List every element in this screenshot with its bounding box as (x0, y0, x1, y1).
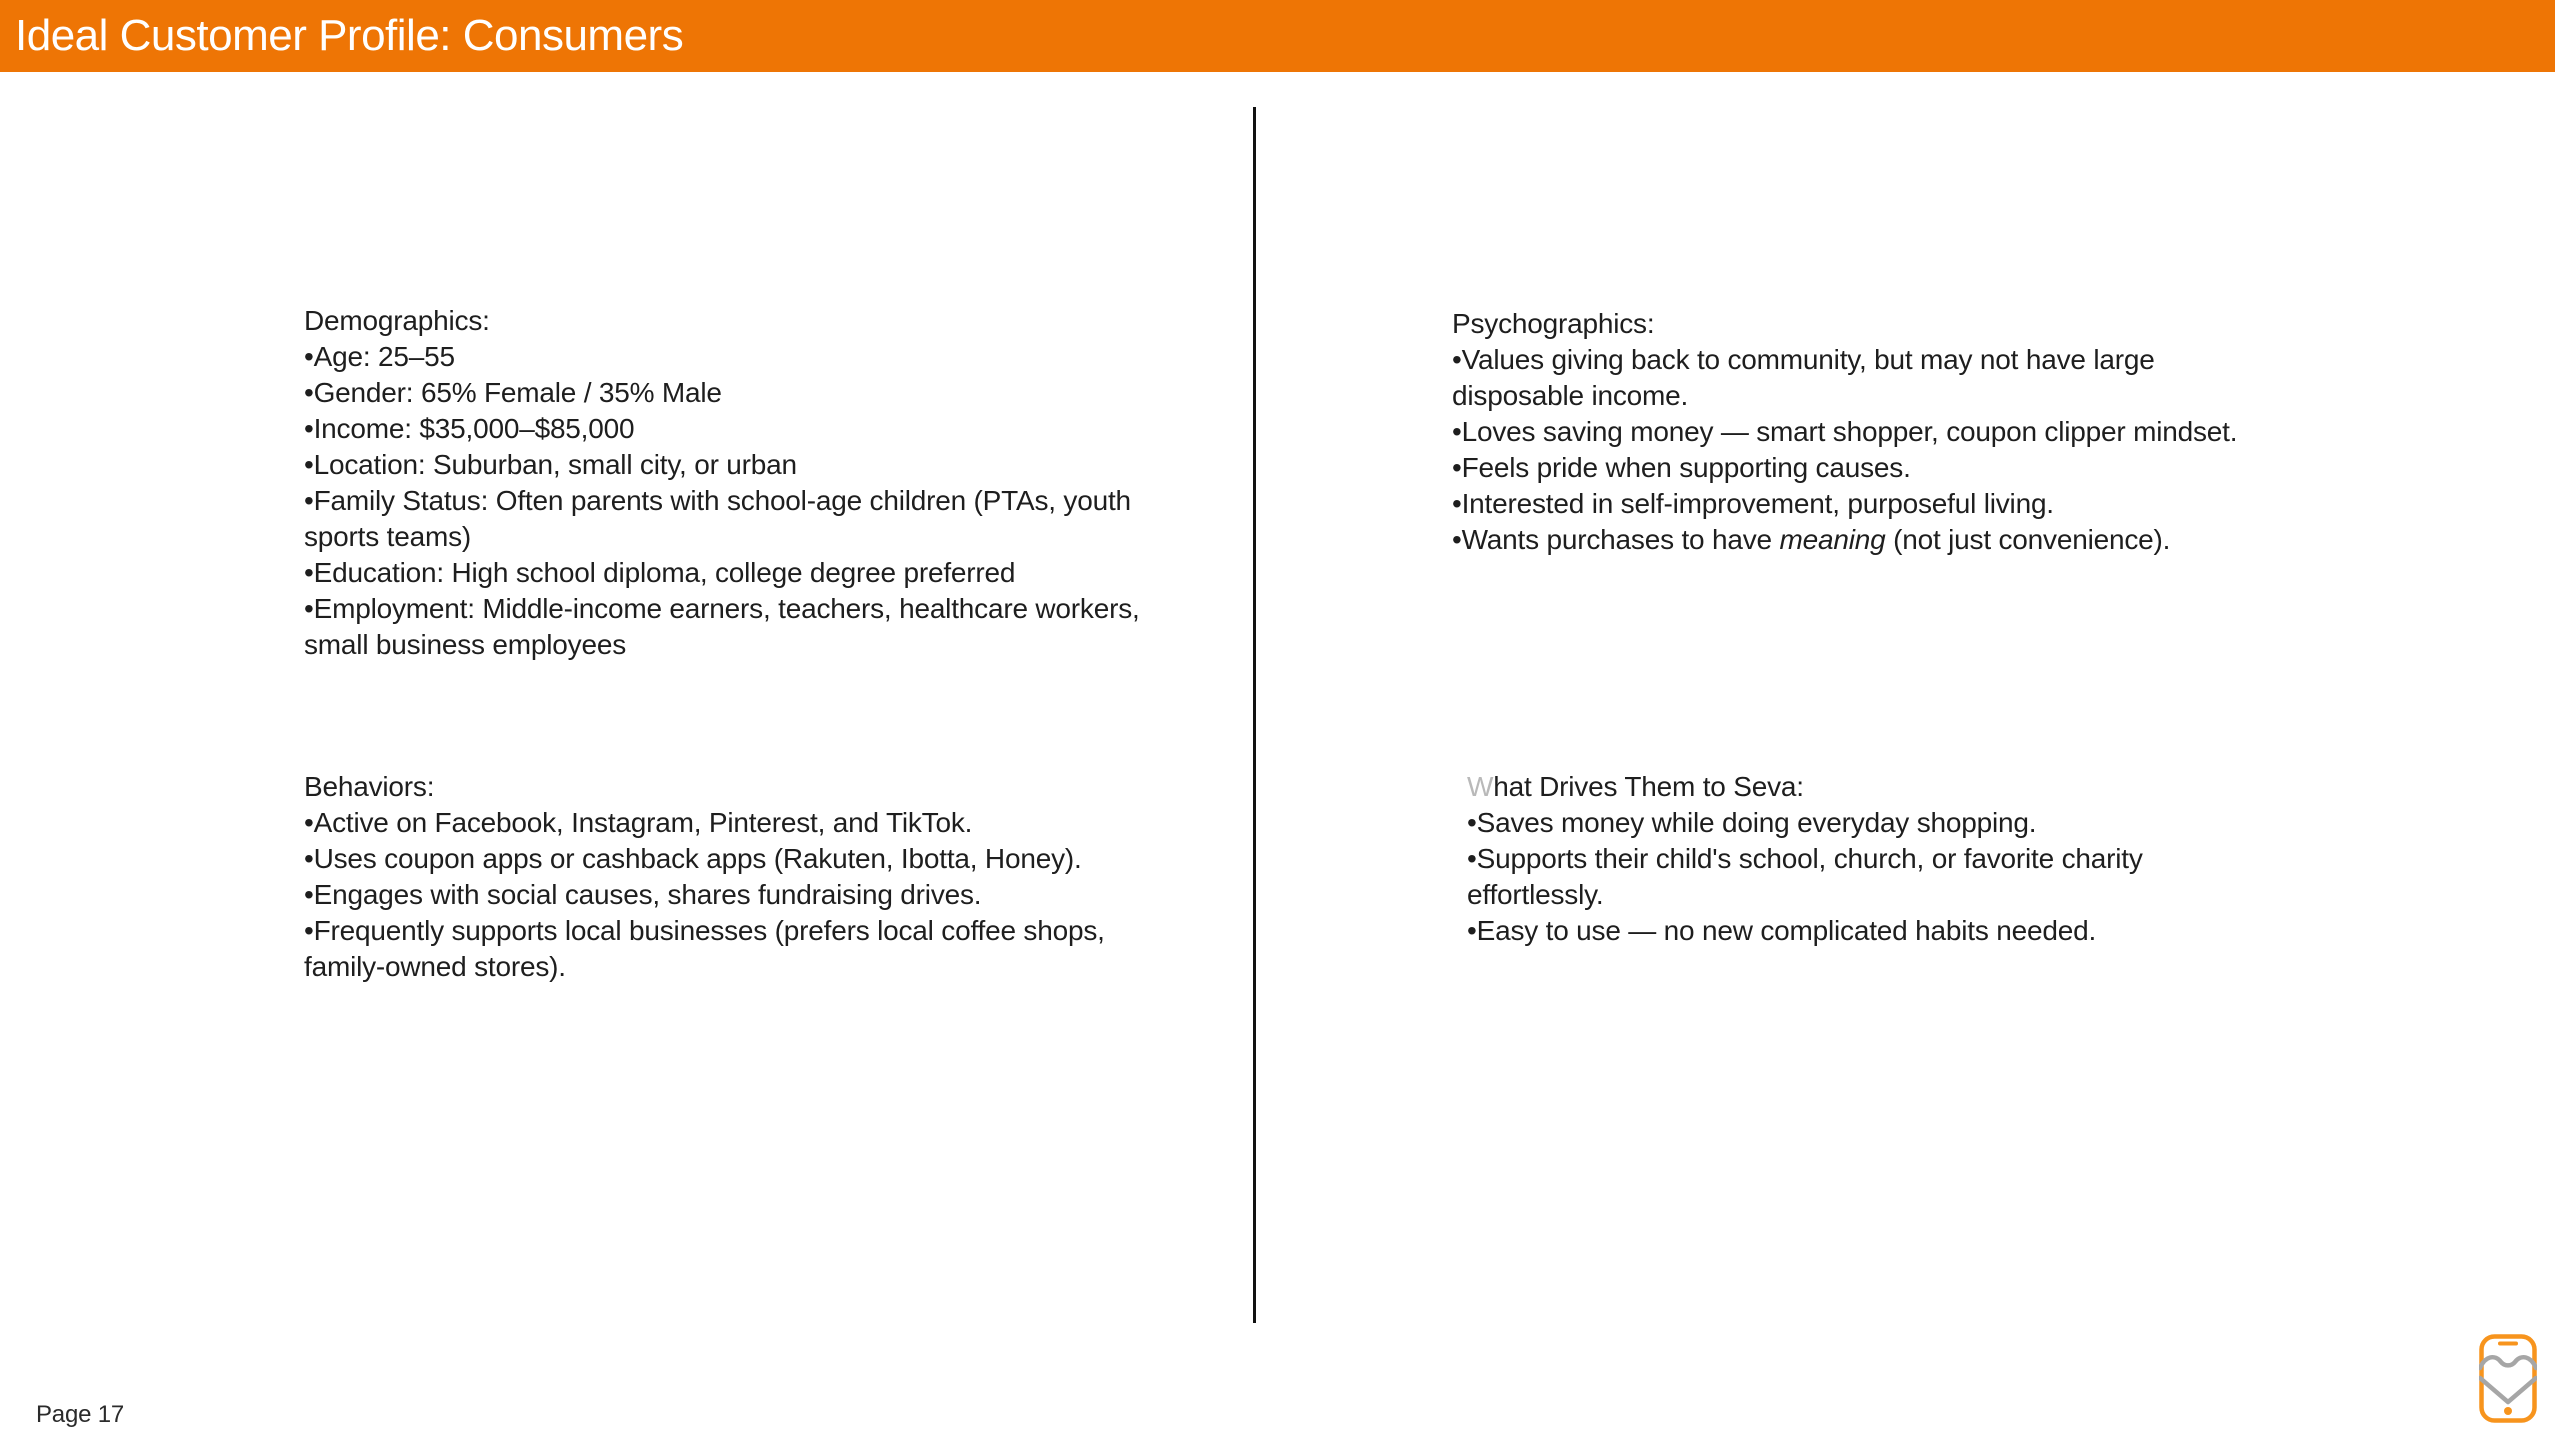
psychographics-item-with-italic (1452, 522, 2252, 558)
envelope-flap-icon (2480, 1378, 2536, 1402)
behaviors-item: •Active on Facebook, Instagram, Pinterest, and TikTok. (304, 807, 973, 838)
drives-heading-first-letter: W (1467, 771, 1494, 802)
demographics-item: •Location: Suburban, small city, or urban (304, 449, 797, 480)
behaviors-item: •Uses coupon apps or cashback apps (Rakuten, Ibotta, Honey). (304, 843, 1082, 874)
demographics-item: •Age: 25–55 (304, 341, 455, 372)
demographics-item: •Family Status: Often parents with school-age children (PTAs, youth sports teams) (304, 485, 1131, 552)
page-title: Ideal Customer Profile: Consumers (15, 11, 684, 60)
behaviors-item: •Engages with social causes, shares fundraising drives. (304, 879, 982, 910)
demographics-item: •Education: High school diploma, college degree preferred (304, 557, 1016, 588)
psychographics-item: •Feels pride when supporting causes. (1452, 452, 1911, 483)
psychographics-item: •Loves saving money — smart shopper, coupon clipper mindset. (1452, 416, 2238, 447)
psychographics-item: •Interested in self-improvement, purposeful living. (1452, 488, 2054, 519)
drives-item: •Easy to use — no new complicated habits needed. (1467, 915, 2097, 946)
psychographics-heading: Psychographics: (1452, 308, 1655, 339)
behaviors-item: •Frequently supports local businesses (prefers local coffee shops, family-owned stores). (304, 915, 1105, 982)
phone-home-button-icon (2504, 1407, 2512, 1415)
drives-heading-rest: hat Drives Them to Seva: (1493, 771, 1804, 802)
seva-phone-heart-logo (2479, 1334, 2537, 1423)
vertical-divider (1253, 107, 1256, 1323)
drives-block (1467, 769, 2267, 949)
psychographics-block (1452, 306, 2252, 558)
behaviors-block (304, 769, 1184, 985)
psychographics-item-pre: •Wants purchases to have (1452, 524, 1780, 555)
page-number: Page 17 (36, 1401, 125, 1428)
drives-heading (1467, 769, 2267, 805)
drives-item: •Saves money while doing everyday shopping. (1467, 807, 2037, 838)
psychographics-item-italic-word: meaning (1779, 524, 1886, 555)
demographics-item: •Income: $35,000–$85,000 (304, 413, 635, 444)
behaviors-heading: Behaviors: (304, 771, 435, 802)
psychographics-item: •Values giving back to community, but may not have large disposable income. (1452, 344, 2155, 411)
demographics-item: •Employment: Middle-income earners, teachers, healthcare workers, small business employees (304, 593, 1140, 660)
demographics-heading: Demographics: (304, 305, 490, 336)
heart-top-wave-icon (2480, 1357, 2536, 1368)
demographics-item: •Gender: 65% Female / 35% Male (304, 377, 722, 408)
header-bar (0, 0, 2555, 72)
demographics-block (304, 303, 1184, 663)
drives-item: •Supports their child's school, church, or favorite charity effortlessly. (1467, 843, 2143, 910)
psychographics-item-post: (not just convenience). (1885, 524, 2171, 555)
